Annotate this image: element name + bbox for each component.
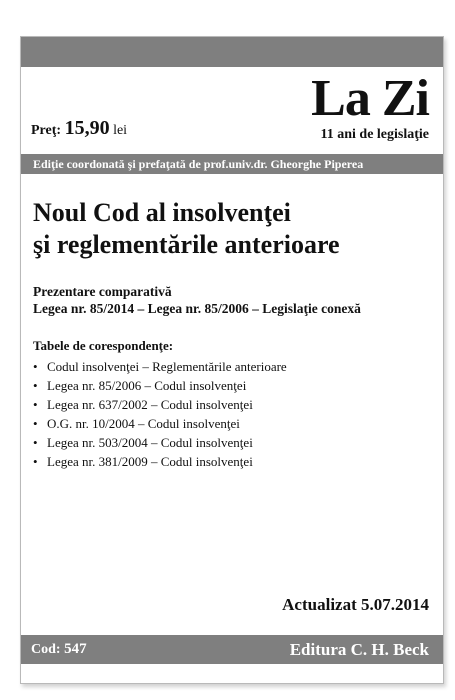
book-cover	[20, 36, 444, 684]
updated-date: Actualizat 5.07.2014	[282, 595, 429, 614]
edition-band: Ediţie coordonată şi prefaţată de prof.univ.dr. Gheorghe Piperea	[21, 154, 443, 174]
code-label: Cod:	[31, 642, 61, 657]
code-value: 547	[64, 641, 87, 657]
list-item: • Legea nr. 503/2004 – Codul insolvenţei	[33, 433, 287, 452]
book-title-line-1: Noul Cod al insolvenţei	[33, 198, 291, 227]
book-subtitle-line-2: Legea nr. 85/2014 – Legea nr. 85/2006 – Legislaţie conexă	[33, 301, 361, 316]
price	[31, 117, 127, 140]
tables-heading: Tabele de corespondenţe:	[33, 338, 174, 353]
list-item: • Legea nr. 637/2002 – Codul insolvenţei	[33, 395, 287, 414]
price-value: 15,90	[64, 117, 110, 139]
price-label: Preţ:	[31, 123, 62, 138]
list-item: • Codul insolvenţei – Reglementările anterioare	[33, 357, 287, 376]
list-item: • Legea nr. 381/2009 – Codul insolvenţei	[33, 452, 287, 471]
top-band	[21, 37, 443, 67]
book-subtitle	[33, 283, 433, 317]
publisher: Editura C. H. Beck	[289, 640, 429, 659]
list-item: • O.G. nr. 10/2004 – Codul insolvenţei	[33, 414, 287, 433]
series-logo: La Zi	[311, 70, 429, 127]
book-title-line-2: şi reglementările anterioare	[33, 230, 340, 259]
bottom-band	[21, 635, 443, 664]
tables-list	[33, 357, 287, 471]
price-unit: lei	[113, 123, 128, 138]
series-subtitle: 11 ani de legislaţie	[320, 127, 429, 142]
book-subtitle-line-1: Prezentare comparativă	[33, 284, 172, 299]
book-title	[33, 197, 433, 261]
list-item: • Legea nr. 85/2006 – Codul insolvenţei	[33, 376, 287, 395]
product-code	[31, 635, 87, 664]
